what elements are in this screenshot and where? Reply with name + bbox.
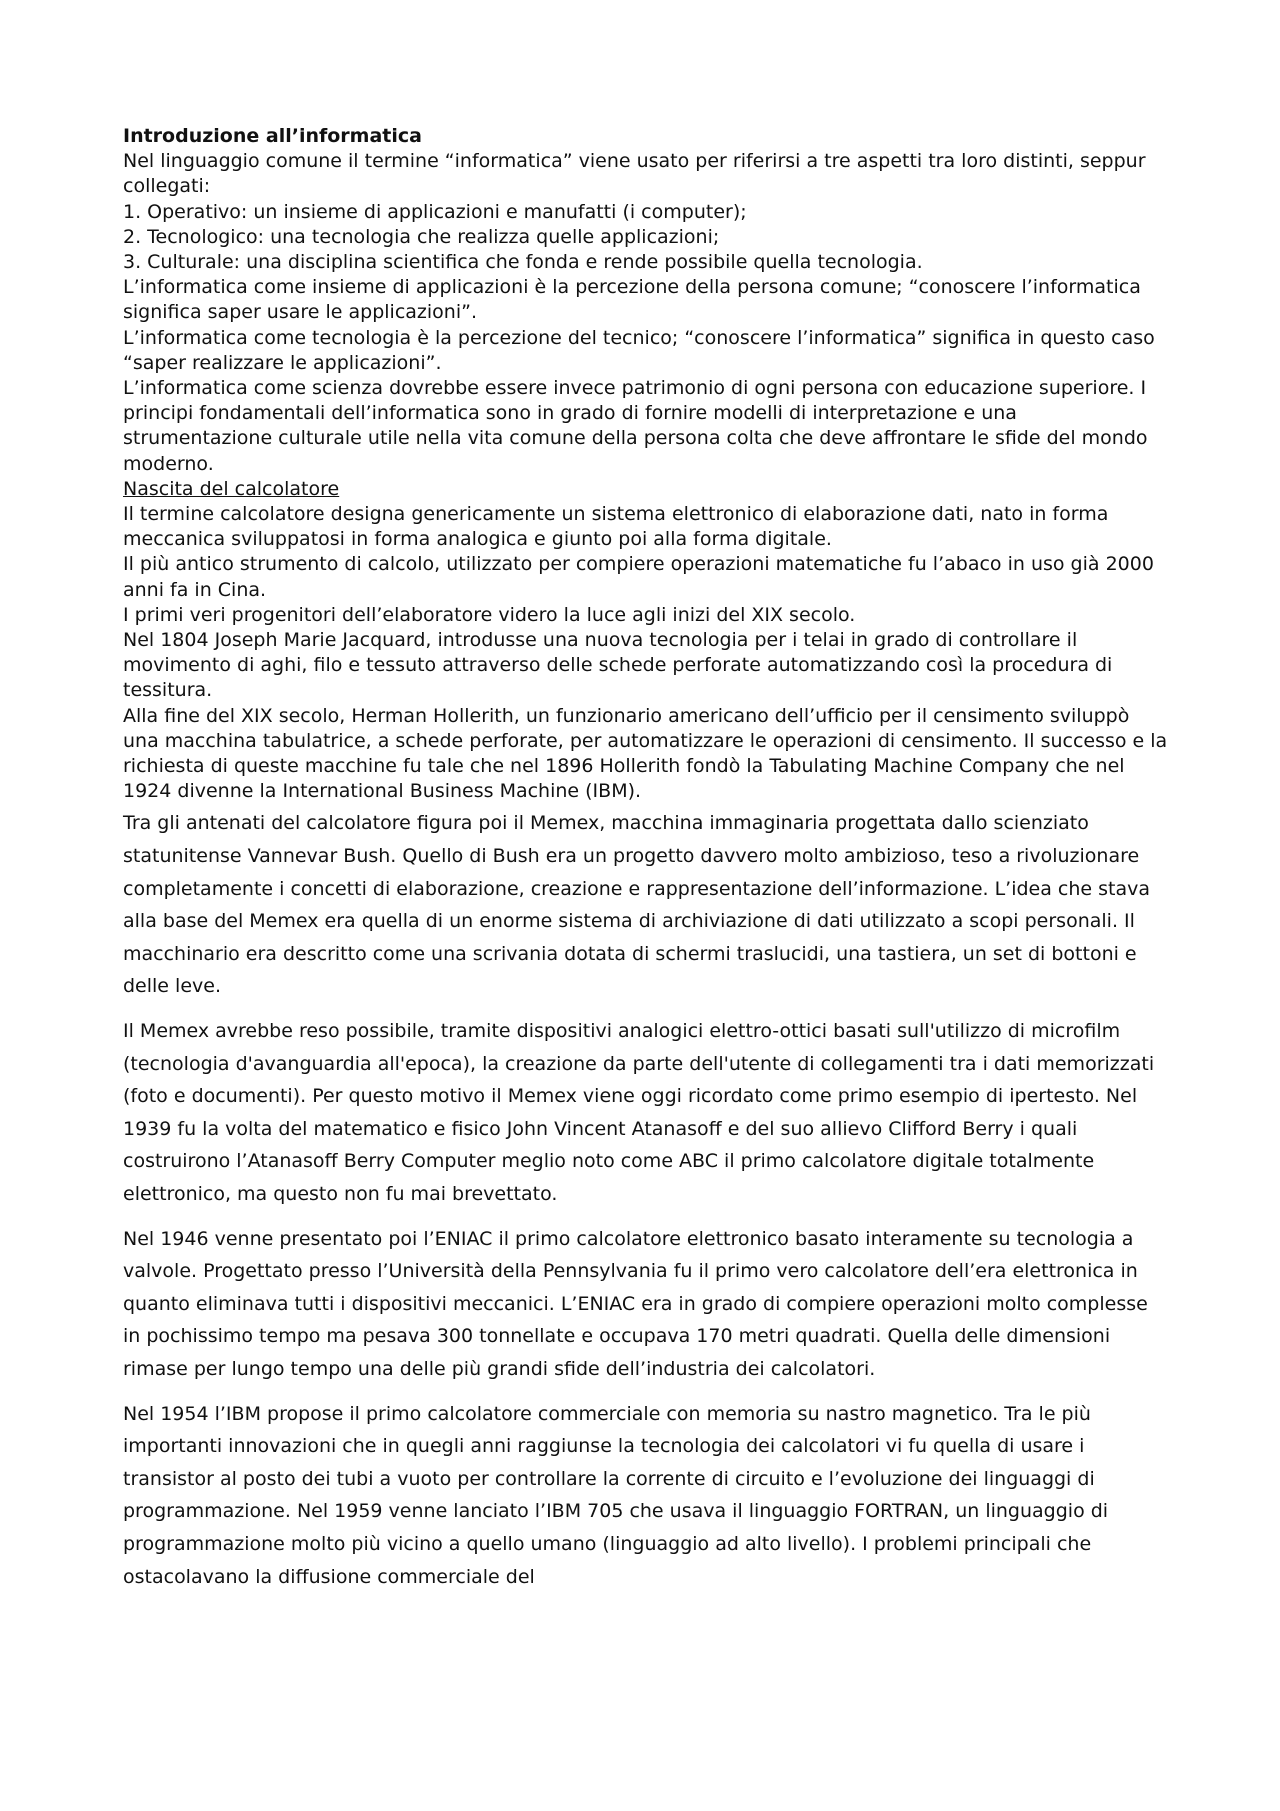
body-paragraph: Nel 1954 l’IBM propose il primo calcolatore commerciale con memoria su nastro magnetico. Tra le più importanti innovazioni che in quegli anni raggiunse la tecnologia dei calcolatori vi fu quella di usare i transistor al posto dei tubi a vuoto per controllare la corrente di circuito e l’evoluzione dei linguaggi di programmazione. Nel 1959 venne lanciato l’IBM 705 che usava il linguaggio FORTRAN, un linguaggio di programmazione molto più vicino a quello umano (linguaggio ad alto livello). I problemi principali che ostacolavano la diffusione commerciale del: [123, 1402, 1109, 1588]
body-paragraph: Nel 1946 venne presentato poi l’ENIAC il primo calcolatore elettronico basato interamente su tecnologia a valvole. Progettato presso l’Università della Pennsylvania fu il primo vero calcolatore dell’era elettronica in quanto eliminava tutti i dispositivi meccanici. L’ENIAC era in grado di compiere operazioni molto complesse in pochissimo tempo ma pesava 300 tonnellate e occupava 170 metri quadrati. Quella delle dimensioni rimase per lungo tempo una delle più grandi sfide dell’industria dei calcolatori.: [123, 1227, 1148, 1380]
list-item: 3. Culturale: una disciplina scientifica che fonda e rende possibile quella tecnologia.: [123, 251, 923, 274]
compact-block: [123, 124, 1168, 804]
intro-paragraph: L’informatica come scienza dovrebbe essere invece patrimonio di ogni persona con educazione superiore. I principi fondamentali dell’informatica sono in grado di fornire modelli di interpretazione e una strumentazione culturale utile nella vita comune della persona colta che deve affrontare le sfide del mondo moderno.: [123, 377, 1148, 475]
section-paragraph: Il termine calcolatore designa genericamente un sistema elettronico di elaborazione dati, nato in forma meccanica sviluppatosi in forma analogica e giunto poi alla forma digitale.: [123, 503, 1109, 551]
document-title: Introduzione all’informatica: [123, 125, 422, 147]
section-paragraph: Nel 1804 Joseph Marie Jacquard, introdusse una nuova tecnologia per i telai in grado di controllare il movimento di aghi, filo e tessuto attraverso delle schede perforate automatizzando così la procedura di tessitura.: [123, 629, 1113, 702]
section-paragraph: Il più antico strumento di calcolo, utilizzato per compiere operazioni matematiche fu l’abaco in uso già 2000 anni fa in Cina.: [123, 553, 1154, 601]
section-paragraph: I primi veri progenitori dell’elaboratore videro la luce agli inizi del XIX secolo.: [123, 603, 856, 626]
list-item: 1. Operativo: un insieme di applicazioni e manufatti (i computer);: [123, 200, 747, 223]
list-item: 2. Tecnologico: una tecnologia che realizza quelle applicazioni;: [123, 225, 720, 248]
body-paragraph: Tra gli antenati del calcolatore figura poi il Memex, macchina immaginaria progettata dallo scienziato statunitense Vannevar Bush. Quello di Bush era un progetto davvero molto ambizioso, teso a rivoluzionare completamente i concetti di elaborazione, creazione e rappresentazione dell’informazione. L’idea che stava alla base del Memex era quella di un enorme sistema di archiviazione di dati utilizzato a scopi personali. Il macchinario era descritto come una scrivania dotata di schermi traslucidi, una tastiera, un set di bottoni e delle leve.: [123, 812, 1151, 998]
section-title: Nascita del calcolatore: [123, 477, 340, 500]
intro-paragraph: Nel linguaggio comune il termine “informatica” viene usato per riferirsi a tre aspetti tra loro distinti, seppur collegati:: [123, 150, 1146, 198]
section-paragraph: Alla fine del XIX secolo, Herman Hollerith, un funzionario americano dell’ufficio per il censimento sviluppò una macchina tabulatrice, a schede perforate, per automatizzare le operazioni di censimento. Il successo e la richiesta di queste macchine fu tale che nel 1896 Hollerith fondò la Tabulating Machine Company che nel 1924 divenne la International Business Machine (IBM).: [123, 704, 1168, 803]
body-paragraph: Il Memex avrebbe reso possibile, tramite dispositivi analogici elettro-ottici basati sull'utilizzo di microfilm (tecnologia d'avanguardia all'epoca), la creazione da parte dell'utente di collegamenti tra i dati memorizzati (foto e documenti). Per questo motivo il Memex viene oggi ricordato come primo esempio di ipertesto. Nel 1939 fu la volta del matematico e fisico John Vincent Atanasoff e del suo allievo Clifford Berry i quali costruirono l’Atanasoff Berry Computer meglio noto come ABC il primo calcolatore digitale totalmente elettronico, ma questo non fu mai brevettato.: [123, 1020, 1155, 1206]
document-page: [123, 124, 1168, 1605]
intro-paragraph: L’informatica come insieme di applicazioni è la percezione della persona comune; “conoscere l’informatica significa saper usare le applicazioni”.: [123, 276, 1141, 324]
intro-paragraph: L’informatica come tecnologia è la percezione del tecnico; “conoscere l’informatica” significa in questo caso “saper realizzare le applicazioni”.: [123, 326, 1155, 374]
loose-block: [123, 807, 1168, 1593]
